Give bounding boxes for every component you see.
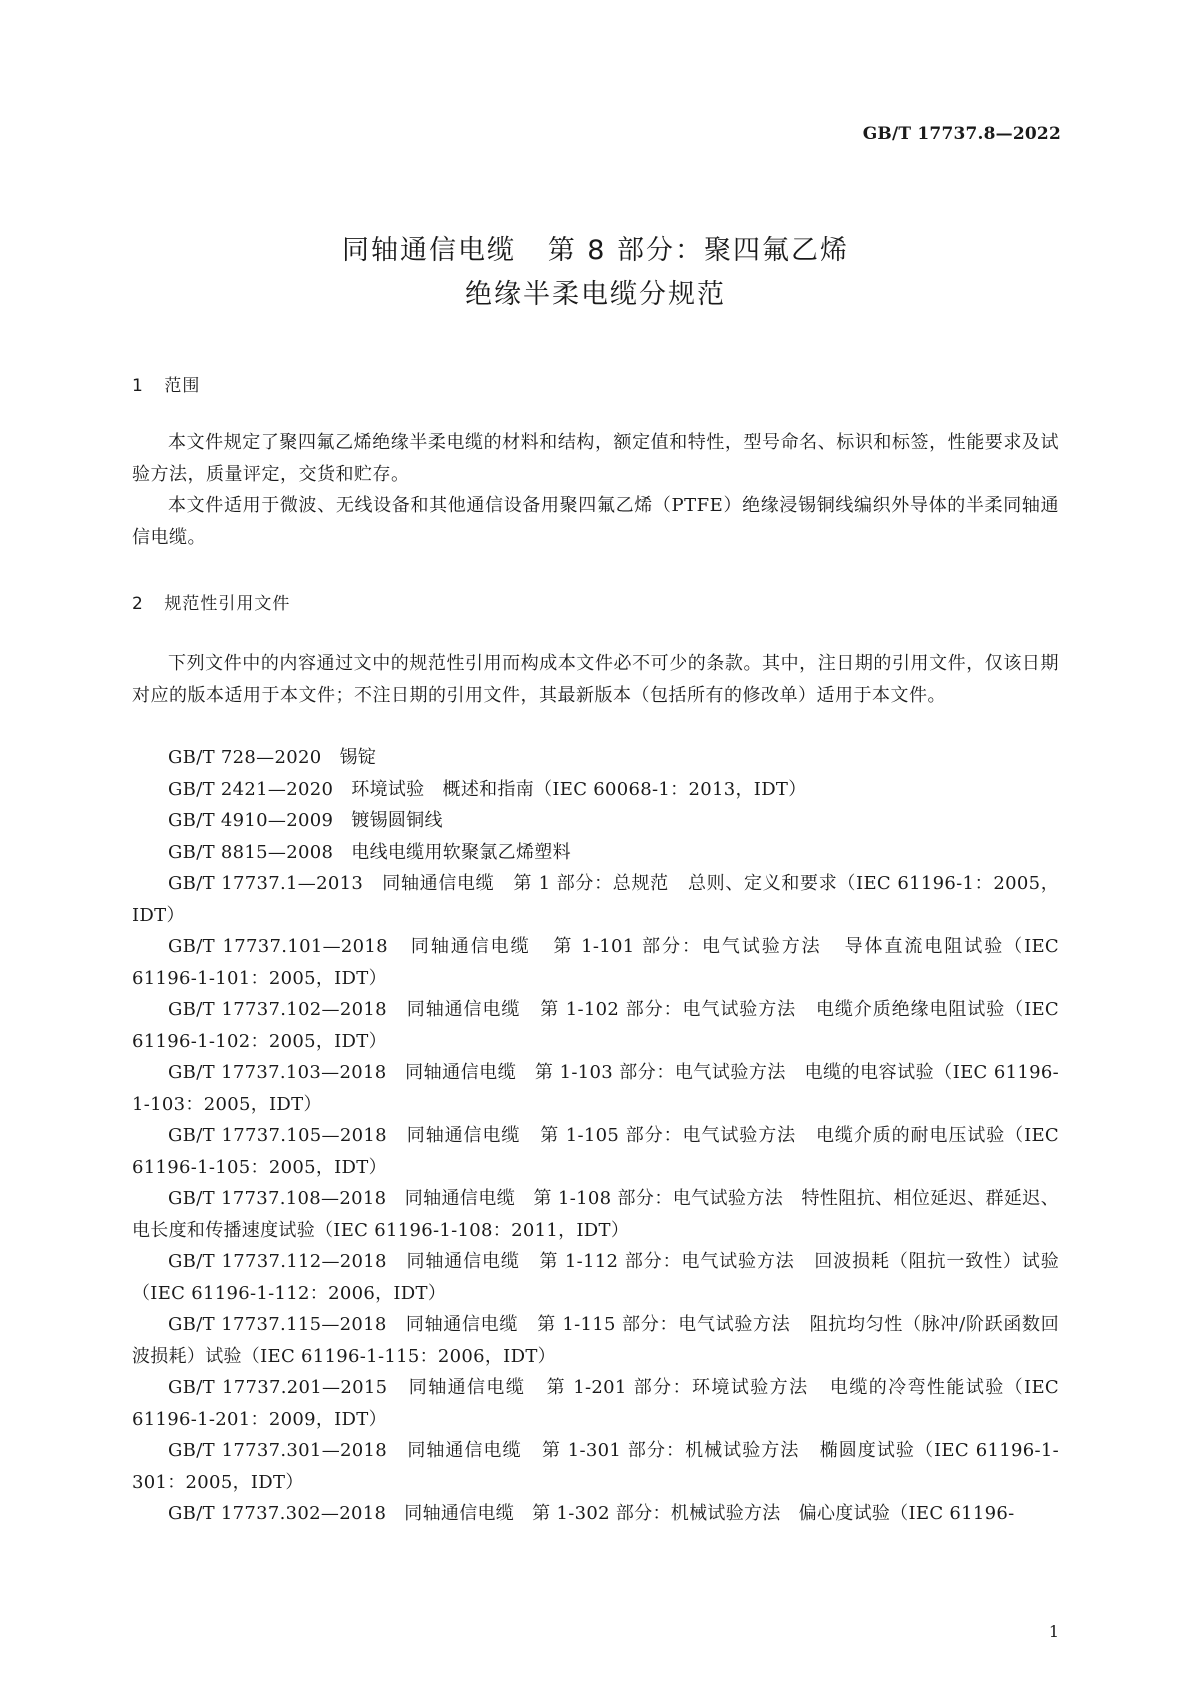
section-number: 1 <box>132 376 144 396</box>
section-heading-scope <box>132 371 200 396</box>
scope-paragraph: 本文件规定了聚四氟乙烯绝缘半柔电缆的材料和结构，额定值和特性，型号命名、标识和标签，性能要求及试验方法，质量评定，交货和贮存。 <box>132 432 1059 485</box>
scope-paragraph: 本文件适用于微波、无线设备和其他通信设备用聚四氟乙烯（PTFE）绝缘浸锡铜线编织外导体的半柔同轴通信电缆。 <box>132 495 1059 548</box>
reference-item: GB/T 17737.301—2018 同轴通信电缆 第 1-301 部分：机械试验方法 椭圆度试验（IEC 61196-1-301：2005，IDT） <box>132 1440 1059 1493</box>
document-title-line-2: 绝缘半柔电缆分规范 <box>465 279 726 310</box>
document-title-line-1: 同轴通信电缆 第 8 部分：聚四氟乙烯 <box>341 235 850 266</box>
reference-item: GB/T 17737.103—2018 同轴通信电缆 第 1-103 部分：电气试验方法 电缆的电容试验（IEC 61196-1-103：2005，IDT） <box>132 1062 1059 1115</box>
reference-item: GB/T 17737.105—2018 同轴通信电缆 第 1-105 部分：电气试验方法 电缆介质的耐电压试验（IEC 61196-1-105：2005，IDT） <box>132 1125 1066 1178</box>
section-title: 范围 <box>164 376 201 396</box>
reference-item: GB/T 17737.115—2018 同轴通信电缆 第 1-115 部分：电气试验方法 阻抗均匀性（脉冲/阶跃函数回波损耗）试验（IEC 61196-1-115：2006，IDT） <box>132 1314 1059 1367</box>
reference-item: GB/T 2421—2020 环境试验 概述和指南（IEC 60068-1：2013，IDT） <box>168 778 807 800</box>
reference-item: GB/T 4910—2009 镀锡圆铜线 <box>168 810 443 831</box>
reference-item: GB/T 17737.102—2018 同轴通信电缆 第 1-102 部分：电气试验方法 电缆介质绝缘电阻试验（IEC 61196-1-102：2005，IDT） <box>132 999 1066 1052</box>
normative-references-intro: 下列文件中的内容通过文中的规范性引用而构成本文件必不可少的条款。其中，注日期的引用文件，仅该日期对应的版本适用于本文件；不注日期的引用文件，其最新版本（包括所有的修改单）适用于本文件。 <box>132 653 1059 706</box>
reference-item: GB/T 17737.1—2013 同轴通信电缆 第 1 部分：总规范 总则、定义和要求（IEC 61196-1：2005，IDT） <box>132 873 1059 926</box>
standard-code: GB/T 17737.8—2022 <box>862 124 1061 144</box>
page-number: 1 <box>1048 1622 1059 1641</box>
reference-item: GB/T 17737.112—2018 同轴通信电缆 第 1-112 部分：电气试验方法 回波损耗（阻抗一致性）试验（IEC 61196-1-112：2006，IDT） <box>132 1251 1059 1304</box>
section-title: 规范性引用文件 <box>164 594 291 614</box>
section-number: 2 <box>132 594 144 614</box>
section-heading-normative-references <box>132 589 290 614</box>
reference-item: GB/T 8815—2008 电线电缆用软聚氯乙烯塑料 <box>168 841 571 863</box>
reference-list <box>132 742 1066 1530</box>
reference-item: GB/T 728—2020 锡锭 <box>168 747 377 768</box>
reference-item: GB/T 17737.108—2018 同轴通信电缆 第 1-108 部分：电气试验方法 特性阻抗、相位延迟、群延迟、电长度和传播速度试验（IEC 61196-1-108：2011，IDT） <box>132 1188 1059 1241</box>
reference-item: GB/T 17737.201—2015 同轴通信电缆 第 1-201 部分：环境试验方法 电缆的冷弯性能试验（IEC 61196-1-201：2009，IDT） <box>132 1377 1066 1430</box>
reference-item: GB/T 17737.101—2018 同轴通信电缆 第 1-101 部分：电气试验方法 导体直流电阻试验（IEC 61196-1-101：2005，IDT） <box>132 936 1066 989</box>
reference-item: GB/T 17737.302—2018 同轴通信电缆 第 1-302 部分：机械试验方法 偏心度试验（IEC 61196- <box>168 1503 1015 1524</box>
